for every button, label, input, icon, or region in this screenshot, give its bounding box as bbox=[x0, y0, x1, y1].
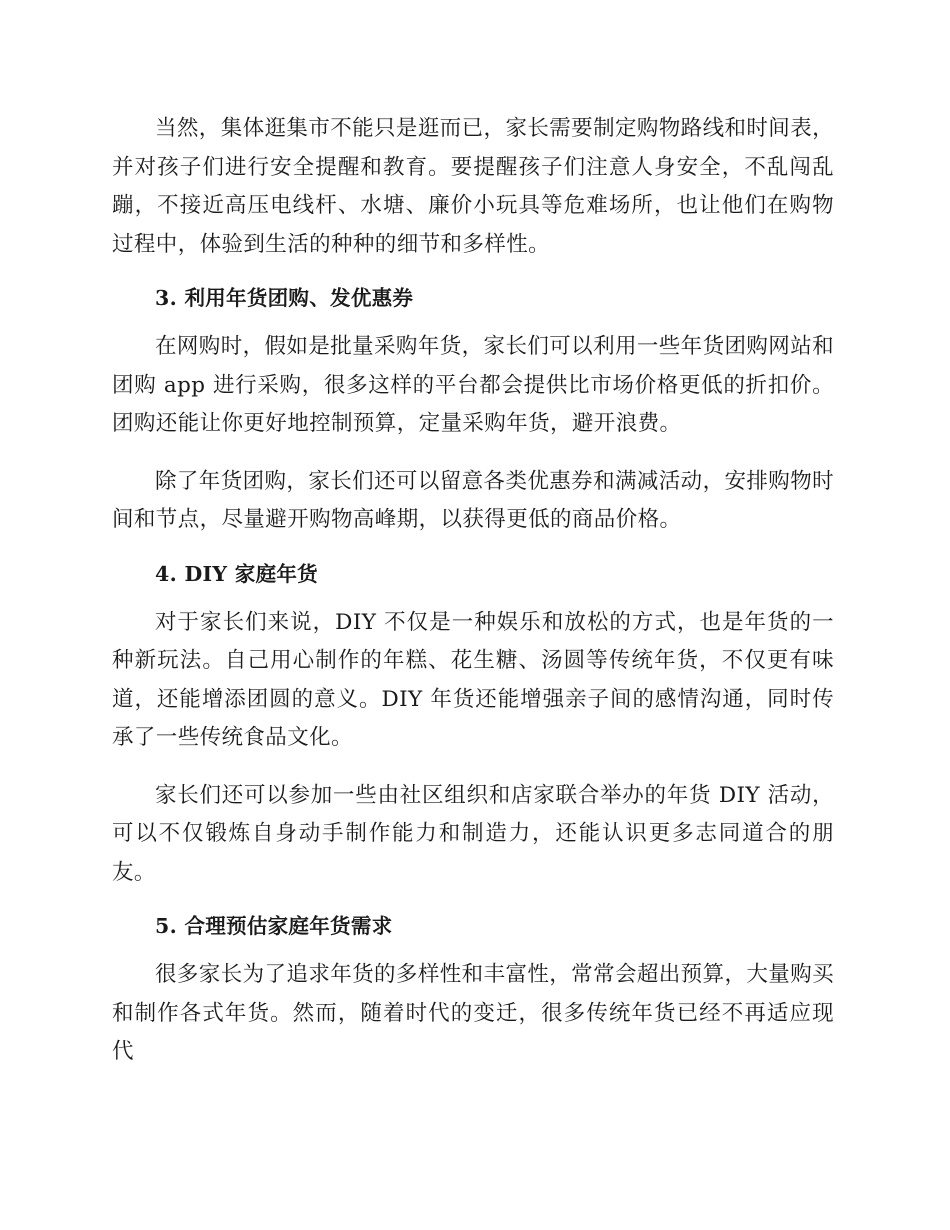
heading-group-buy-coupons: 3. 利用年货团购、发优惠券 bbox=[155, 286, 414, 310]
document-page bbox=[112, 110, 834, 1091]
paragraph-estimate-demand: 很多家长为了追求年货的多样性和丰富性，常常会超出预算，大量购买和制作各式年货。然而，随着时代的变迁，很多传统年货已经不再适应现代 bbox=[112, 962, 834, 1064]
paragraph-diy-activities: 家长们还可以参加一些由社区组织和店家联合举办的年货 DIY 活动，可以不仅锻炼自身动手制作能力和制造力，还能认识更多志同道合的朋友。 bbox=[112, 782, 834, 885]
heading-diy-goods: 4. DIY 家庭年货 bbox=[155, 561, 318, 586]
heading-estimate-demand: 5. 合理预估家庭年货需求 bbox=[155, 914, 393, 938]
paragraph-coupons: 除了年货团购，家长们还可以留意各类优惠券和满减活动，安排购物时间和节点，尽量避开购物高峰期，以获得更低的商品价格。 bbox=[112, 468, 834, 532]
paragraph-diy-intro: 对于家长们来说，DIY 不仅是一种娱乐和放松的方式，也是年货的一种新玩法。自己用心制作的年糕、花生糖、汤圆等传统年货，不仅更有味道，还能增添团圆的意义。DIY 年货还能增强亲子间的感情沟通，同时传承了一些传统食品文化。 bbox=[112, 609, 834, 750]
paragraph-market-safety: 当然，集体逛集市不能只是逛而已，家长需要制定购物路线和时间表，并对孩子们进行安全提醒和教育。要提醒孩子们注意人身安全，不乱闯乱蹦，不接近高压电线杆、水塘、廉价小玩具等危难场所，也让他们在购物过程中，体验到生活的种种的细节和多样性。 bbox=[112, 116, 834, 257]
paragraph-group-buy: 在网购时，假如是批量采购年货，家长们可以利用一些年货团购网站和团购 app 进行采购，很多这样的平台都会提供比市场价格更低的折扣价。团购还能让你更好地控制预算，定量采购年货，避开浪费。 bbox=[112, 334, 834, 436]
